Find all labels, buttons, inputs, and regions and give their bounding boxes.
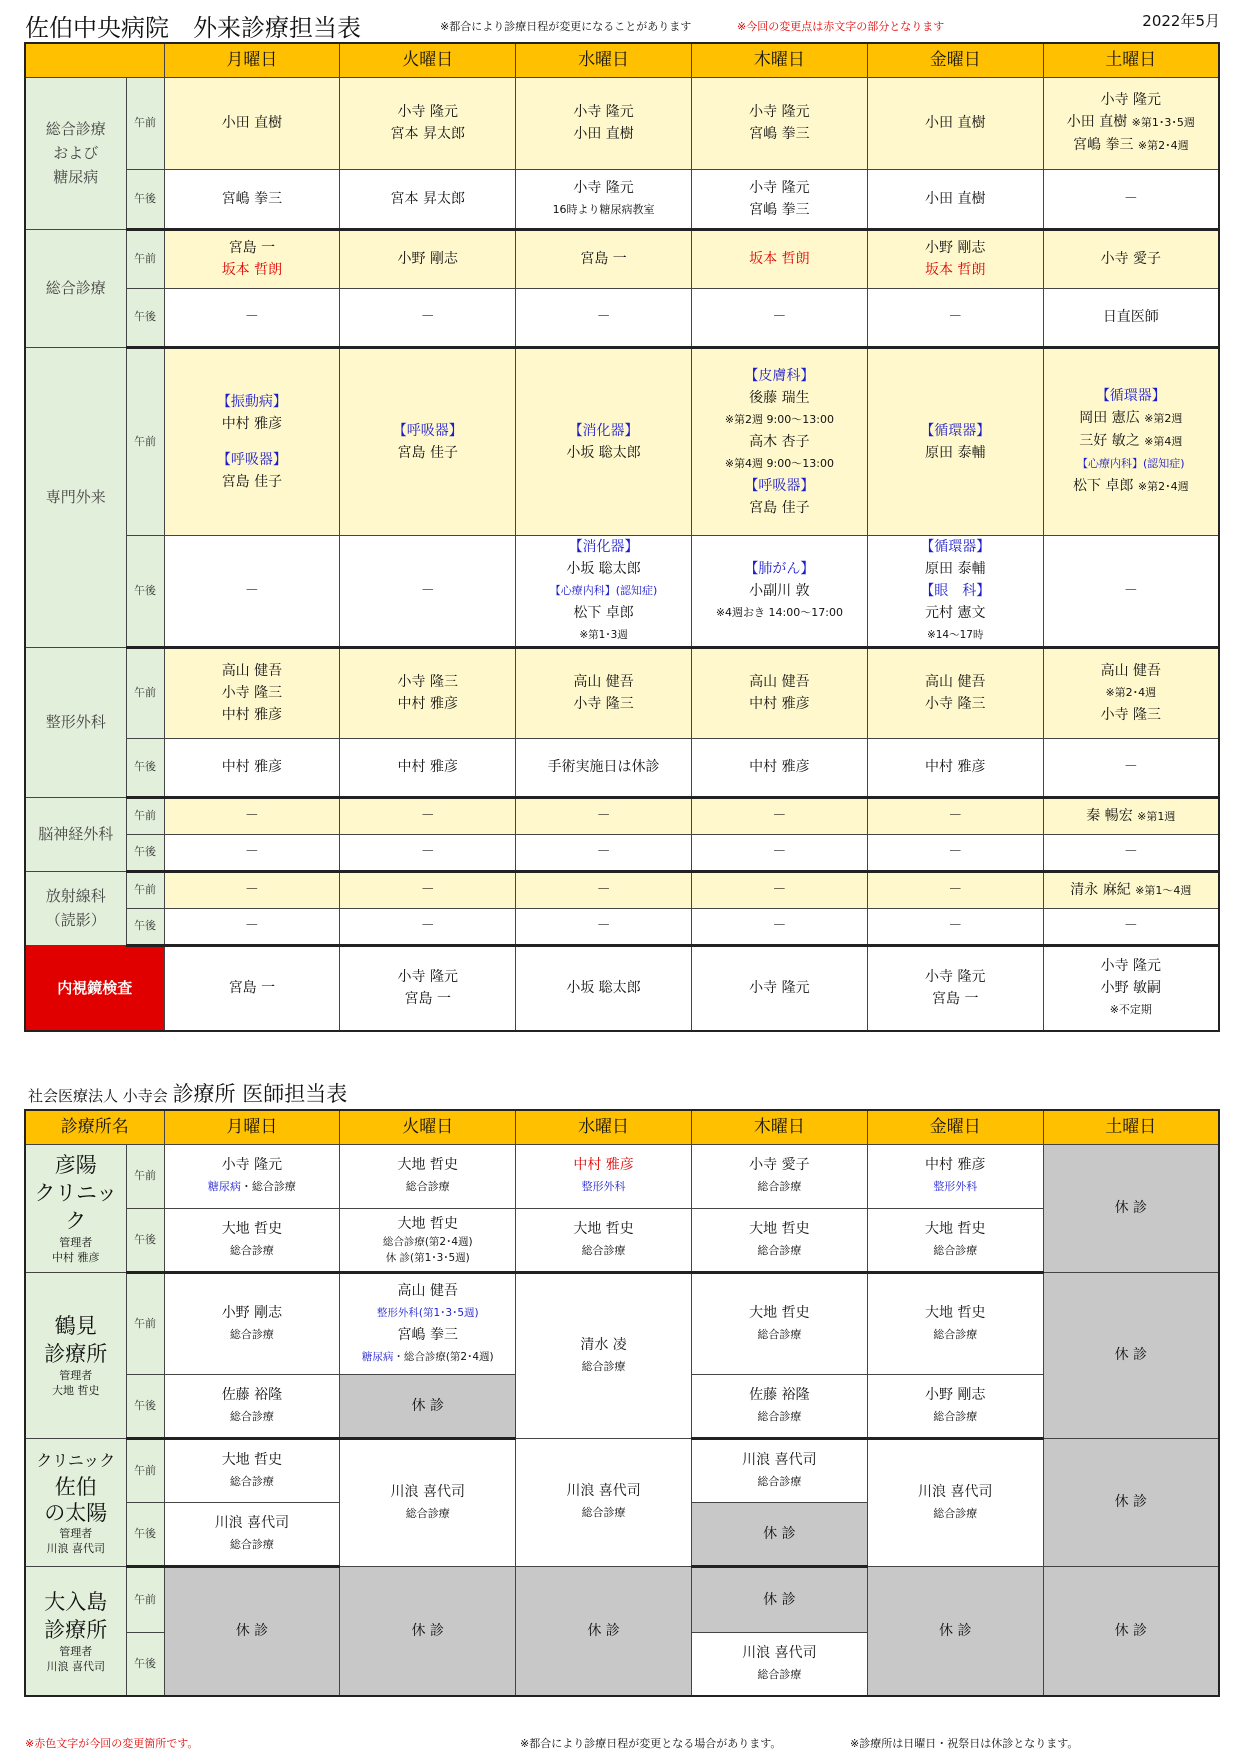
footer-note-red: ※赤色文字が今回の変更箇所です。	[25, 1737, 199, 1750]
schedule-cell: 大地 哲史 総合診療(第2･4週) 休 診(第1･3･5週)	[340, 1208, 516, 1272]
corner-cell	[25, 43, 164, 77]
schedule-cell: 小野 剛志 総合診療	[164, 1272, 340, 1374]
schedule-cell: －	[340, 288, 516, 347]
schedule-cell: －	[164, 834, 340, 871]
schedule-cell: 【消化器】 小坂 聡太郎 【心療内科】(認知症) 松下 卓郎 ※第1･3週	[516, 535, 692, 647]
day-header: 火曜日	[340, 1110, 516, 1144]
schedule-cell: 小寺 隆元 宮島 一	[867, 945, 1043, 1031]
schedule-cell: －	[1043, 535, 1219, 647]
schedule-cell: 小野 剛志 坂本 哲朗	[867, 229, 1043, 288]
period-am: 午前	[126, 647, 164, 738]
period-am: 午前	[126, 347, 164, 535]
schedule-cell: 宮本 昇太郎	[340, 169, 516, 229]
footer-note-holiday: ※診療所は日曜日・祝祭日は休診となります。	[850, 1737, 1079, 1750]
closed-cell: 休 診	[867, 1566, 1043, 1696]
schedule-cell: 小寺 愛子	[1043, 229, 1219, 288]
footer-note: ※都合により診療日程が変更となる場合があります。	[520, 1737, 782, 1750]
schedule-cell: 佐藤 裕隆 総合診療	[164, 1374, 340, 1438]
schedule-cell: 小寺 隆三 中村 雅彦	[340, 647, 516, 738]
schedule-cell: 川浪 喜代司 総合診療	[691, 1632, 867, 1696]
schedule-cell: 高山 健吾 小寺 隆三	[867, 647, 1043, 738]
page-header	[25, 10, 1220, 42]
schedule-cell: 中村 雅彦	[164, 738, 340, 797]
day-header: 月曜日	[164, 43, 340, 77]
schedule-cell: 高山 健吾 小寺 隆三 中村 雅彦	[164, 647, 340, 738]
schedule-cell: 小田 直樹	[164, 77, 340, 169]
closed-cell: 休 診	[340, 1374, 516, 1438]
schedule-cell: 大地 哲史 総合診療	[867, 1208, 1043, 1272]
schedule-cell: －	[340, 535, 516, 647]
schedule-cell: －	[691, 797, 867, 834]
schedule-cell: 【循環器】 岡田 憲広 ※第2週 三好 敏之 ※第4週 【心療内科】(認知症) 松下 卓郎 ※第2･4週	[1043, 347, 1219, 535]
closed-cell: 休 診	[1043, 1144, 1219, 1272]
period-pm: 午後	[126, 1632, 164, 1696]
hospital-schedule-table	[24, 42, 1220, 1032]
closed-cell: 休 診	[1043, 1566, 1219, 1696]
schedule-cell: 小寺 隆元 小野 敏嗣 ※不定期	[1043, 945, 1219, 1031]
schedule-cell: －	[867, 288, 1043, 347]
schedule-cell: 中村 雅彦 整形外科	[867, 1144, 1043, 1208]
dept-endoscopy: 内視鏡検査	[25, 945, 164, 1031]
dept-general: 総合診療	[25, 229, 126, 347]
schedule-cell: 坂本 哲朗	[691, 229, 867, 288]
schedule-cell: 小田 直樹	[867, 77, 1043, 169]
schedule-cell: 高山 健吾 整形外科(第1･3･5週) 宮嶋 拳三 糖尿病・総合診療(第2･4週)	[340, 1272, 516, 1374]
schedule-cell: －	[516, 871, 692, 908]
dept-general-diabetes: 総合診療 および 糖尿病	[25, 77, 126, 229]
schedule-cell: 小野 剛志 総合診療	[867, 1374, 1043, 1438]
period-am: 午前	[126, 1566, 164, 1632]
period-am: 午前	[126, 1438, 164, 1502]
day-header: 金曜日	[867, 43, 1043, 77]
day-header: 水曜日	[516, 1110, 692, 1144]
schedule-cell: 大地 哲史 総合診療	[867, 1272, 1043, 1374]
period-am: 午前	[126, 229, 164, 288]
schedule-cell: 高山 健吾 中村 雅彦	[691, 647, 867, 738]
schedule-cell: －	[691, 871, 867, 908]
closed-cell: 休 診	[691, 1502, 867, 1566]
clinic-name-header: 診療所名	[25, 1110, 164, 1144]
schedule-cell: 手術実施日は休診	[516, 738, 692, 797]
schedule-cell: －	[340, 871, 516, 908]
schedule-cell: 川浪 喜代司 総合診療	[691, 1438, 867, 1502]
clinic-tsurumi: 鶴見 診療所 管理者 大地 哲史	[25, 1272, 126, 1438]
schedule-cell: －	[516, 797, 692, 834]
period-am: 午前	[126, 1272, 164, 1374]
schedule-cell: 宮島 一	[516, 229, 692, 288]
schedule-cell: 【肺がん】 小副川 敦 ※4週おき 14:00～17:00	[691, 535, 867, 647]
schedule-cell: 宮島 一 坂本 哲朗	[164, 229, 340, 288]
day-header: 月曜日	[164, 1110, 340, 1144]
day-header: 土曜日	[1043, 1110, 1219, 1144]
page-title: 佐伯中央病院 外来診療担当表	[25, 14, 361, 42]
schedule-cell: 【循環器】 原田 泰輔	[867, 347, 1043, 535]
schedule-cell: 大地 哲史 総合診療	[691, 1208, 867, 1272]
schedule-cell: 【消化器】 小坂 聡太郎	[516, 347, 692, 535]
schedule-cell: 小寺 愛子 総合診療	[691, 1144, 867, 1208]
period-pm: 午後	[126, 288, 164, 347]
schedule-cell: 【呼吸器】 宮島 佳子	[340, 347, 516, 535]
schedule-cell: 大地 哲史 総合診療	[340, 1144, 516, 1208]
clinic-onyujima: 大入島 診療所 管理者 川浪 喜代司	[25, 1566, 126, 1696]
period-pm: 午後	[126, 169, 164, 229]
day-header: 土曜日	[1043, 43, 1219, 77]
closed-cell: 休 診	[516, 1566, 692, 1696]
clinic-saiki-taiyo: クリニック 佐伯 の太陽 管理者 川浪 喜代司	[25, 1438, 126, 1566]
schedule-cell: －	[340, 834, 516, 871]
schedule-cell: 小坂 聡太郎	[516, 945, 692, 1031]
schedule-cell: －	[691, 908, 867, 945]
schedule-cell: 【循環器】 原田 泰輔 【眼 科】 元村 憲文 ※14～17時	[867, 535, 1043, 647]
schedule-cell: －	[516, 834, 692, 871]
schedule-cell: 日直医師	[1043, 288, 1219, 347]
schedule-cell: －	[867, 797, 1043, 834]
schedule-cell: 中村 雅彦 整形外科	[516, 1144, 692, 1208]
schedule-cell: －	[867, 834, 1043, 871]
schedule-cell: 川浪 喜代司 総合診療	[867, 1438, 1043, 1566]
period-am: 午前	[126, 1144, 164, 1208]
schedule-cell: －	[691, 288, 867, 347]
period-am: 午前	[126, 797, 164, 834]
schedule-cell: 小寺 隆元 16時より糖尿病教室	[516, 169, 692, 229]
schedule-cell: －	[1043, 834, 1219, 871]
schedule-cell: 大地 哲史 総合診療	[691, 1272, 867, 1374]
schedule-cell: －	[340, 797, 516, 834]
schedule-cell: 小寺 隆元	[691, 945, 867, 1031]
schedule-cell: －	[164, 797, 340, 834]
schedule-cell: 小寺 隆元 宮嶋 拳三	[691, 77, 867, 169]
schedule-date: 2022年5月	[1142, 12, 1220, 30]
schedule-cell: －	[1043, 169, 1219, 229]
day-header: 水曜日	[516, 43, 692, 77]
schedule-cell: －	[164, 535, 340, 647]
schedule-cell: 小寺 隆元 小田 直樹	[516, 77, 692, 169]
schedule-cell: 中村 雅彦	[867, 738, 1043, 797]
schedule-cell: 小寺 隆元 宮本 昇太郎	[340, 77, 516, 169]
dept-specialty: 専門外来	[25, 347, 126, 647]
schedule-cell: 小寺 隆元 宮嶋 拳三	[691, 169, 867, 229]
schedule-cell: 中村 雅彦	[340, 738, 516, 797]
period-pm: 午後	[126, 1208, 164, 1272]
change-note: ※今回の変更点は赤文字の部分となります	[737, 20, 945, 33]
schedule-cell: －	[164, 908, 340, 945]
schedule-cell: 【皮膚科】 後藤 瑞生 ※第2週 9:00～13:00 高木 杏子 ※第4週 9:00～13:00 【呼吸器】 宮島 佳子	[691, 347, 867, 535]
day-header: 火曜日	[340, 43, 516, 77]
closed-cell: 休 診	[164, 1566, 340, 1696]
schedule-cell: －	[164, 288, 340, 347]
schedule-cell: 小野 剛志	[340, 229, 516, 288]
schedule-cell: －	[516, 908, 692, 945]
period-pm: 午後	[126, 1502, 164, 1566]
period-pm: 午後	[126, 1374, 164, 1438]
schedule-cell: 高山 健吾 ※第2･4週 小寺 隆三	[1043, 647, 1219, 738]
schedule-cell: －	[340, 908, 516, 945]
schedule-cell: 佐藤 裕隆 総合診療	[691, 1374, 867, 1438]
clinic-hikohi: 彦陽 クリニック 管理者 中村 雅彦	[25, 1144, 126, 1272]
period-pm: 午後	[126, 535, 164, 647]
dept-neurosurgery: 脳神経外科	[25, 797, 126, 871]
day-header: 金曜日	[867, 1110, 1043, 1144]
schedule-cell: 中村 雅彦	[691, 738, 867, 797]
schedule-cell: －	[516, 288, 692, 347]
clinic-subtitle: 社会医療法人 小寺会 診療所 医師担当表	[28, 1082, 348, 1106]
schedule-cell: 宮嶋 拳三	[164, 169, 340, 229]
period-am: 午前	[126, 77, 164, 169]
schedule-cell: 川浪 喜代司 総合診療	[516, 1438, 692, 1566]
schedule-cell: 小寺 隆元 宮島 一	[340, 945, 516, 1031]
schedule-cell: 清永 麻紀 ※第1～4週	[1043, 871, 1219, 908]
schedule-cell: 小寺 隆元 糖尿病・総合診療	[164, 1144, 340, 1208]
schedule-cell: 秦 暢宏 ※第1週	[1043, 797, 1219, 834]
schedule-cell: －	[1043, 738, 1219, 797]
closed-cell: 休 診	[691, 1566, 867, 1632]
dept-radiology: 放射線科 （読影）	[25, 871, 126, 945]
dept-orthopedics: 整形外科	[25, 647, 126, 797]
closed-cell: 休 診	[340, 1566, 516, 1696]
period-pm: 午後	[126, 834, 164, 871]
schedule-cell: 大地 哲史 総合診療	[516, 1208, 692, 1272]
schedule-cell: －	[867, 908, 1043, 945]
period-pm: 午後	[126, 738, 164, 797]
schedule-cell: 清水 凌 総合診療	[516, 1272, 692, 1438]
schedule-note: ※都合により診療日程が変更になることがあります	[440, 20, 692, 33]
schedule-cell: 小寺 隆元 小田 直樹 ※第1･3･5週 宮嶋 拳三 ※第2･4週	[1043, 77, 1219, 169]
schedule-cell: 【振動病】 中村 雅彦 【呼吸器】 宮島 佳子	[164, 347, 340, 535]
schedule-cell: －	[867, 871, 1043, 908]
schedule-cell: －	[164, 871, 340, 908]
closed-cell: 休 診	[1043, 1438, 1219, 1566]
schedule-cell: 川浪 喜代司 総合診療	[164, 1502, 340, 1566]
schedule-cell: 高山 健吾 小寺 隆三	[516, 647, 692, 738]
schedule-cell: 小田 直樹	[867, 169, 1043, 229]
day-header: 木曜日	[691, 1110, 867, 1144]
schedule-cell: －	[1043, 908, 1219, 945]
schedule-cell: 川浪 喜代司 総合診療	[340, 1438, 516, 1566]
schedule-cell: 大地 哲史 総合診療	[164, 1438, 340, 1502]
schedule-cell: 宮島 一	[164, 945, 340, 1031]
period-pm: 午後	[126, 908, 164, 945]
schedule-cell: －	[691, 834, 867, 871]
clinic-schedule-table	[24, 1109, 1220, 1697]
closed-cell: 休 診	[1043, 1272, 1219, 1438]
schedule-cell: 大地 哲史 総合診療	[164, 1208, 340, 1272]
period-am: 午前	[126, 871, 164, 908]
day-header: 木曜日	[691, 43, 867, 77]
